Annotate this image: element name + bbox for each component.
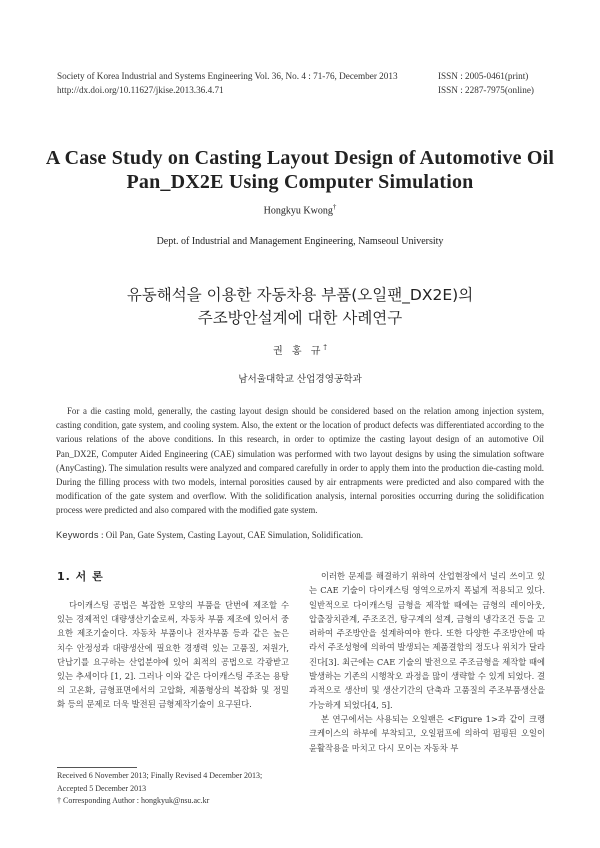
title-en-line-1: A Case Study on Casting Layout Design of Automotive Oil xyxy=(45,147,555,169)
title-ko-line-2: 주조방안설계에 대한 사례연구 xyxy=(197,309,403,327)
footnote xyxy=(57,770,292,808)
abstract-text: For a die casting mold, generally, the casting layout design should be considered based on the relation among injection system, casting condition, gate system, and cooling system. Also, the extent or the location of product defects was differentiated according to the various relations of the above conditions. In this research, in order to optimize the casting layout design of an automotive Oil Pan_DX2E, Computer Aided Engineering (CAE) simulation was performed with two layout designs by using the simulation software (AnyCasting). The simulation results were analyzed and compared carefully in order to apply them into the production die-casting mold. During the filling process with two models, internal porosities caused by air entrapments were predicted and also compared with the modification of the gate system and overflow. With the solidification analysis, internal porosities occurring during the solidification process were predicted and also compared with the modified gate system. xyxy=(56,406,544,516)
doi-link[interactable]: http://dx.doi.org/10.11627/jkise.2013.36.4.71 xyxy=(57,85,224,95)
author-name-en: Hongkyu Kwong xyxy=(263,205,333,217)
issn-print: ISSN : 2005-0461(print) xyxy=(438,71,529,81)
corresponding-email[interactable]: Corresponding Author : hongkyuk@nsu.ac.kr xyxy=(61,796,210,806)
paper-title-en xyxy=(30,146,570,194)
paragraph: 다이캐스팅 공법은 복잡한 모양의 부품을 단번에 제조할 수 있는 경제적인 대량생산기술로써, 자동차 부품 제조에 있어서 중요한 제조기술이다. 자동차 부품이나 전자부품 등과 같은 높은 치수 안정성과 대량생산에 필요한 경쟁력 있는 고품질, 저원가, 단납기를 요구하는 산업분야에 있어 최적의 공법으로 각광받고 있는 추세이다 [1, 2]. 그러나 이와 같은 다이캐스팅 주조는 용탕의 고온화, 금형표면에서의 고압화, 제품형상의 복잡화 및 정밀화 등의 문제로 더욱 발전된 금형제작기술이 요구된다. xyxy=(57,600,289,710)
author-name-ko: 권 홍 규 xyxy=(273,346,324,357)
affiliation-ko: 남서울대학교 산업경영공학과 xyxy=(238,374,362,385)
footnote-mark: † xyxy=(57,796,61,806)
author-en xyxy=(0,203,600,216)
keywords xyxy=(56,530,544,540)
affiliation-en: Dept. of Industrial and Management Engineering, Namseoul University xyxy=(156,236,444,247)
journal-info: Society of Korea Industrial and Systems Engineering Vol. 36, No. 4 : 71-76, December 2013 xyxy=(57,71,398,81)
corresponding-author xyxy=(57,795,292,808)
accepted-date: Accepted 5 December 2013 xyxy=(57,783,147,793)
keywords-list: : Oil Pan, Gate System, Casting Layout, CAE Simulation, Solidification. xyxy=(101,530,363,540)
column-left xyxy=(57,598,289,712)
keywords-label: Keywords xyxy=(56,530,99,540)
footnote-divider xyxy=(57,767,137,768)
section-heading-introduction: 1. 서 론 xyxy=(57,570,104,583)
title-en-line-2: Pan_DX2E Using Computer Simulation xyxy=(126,171,474,193)
title-ko-line-1: 유동해석을 이용한 자동차용 부품(오일팬_DX2E)의 xyxy=(126,286,474,304)
received-date: Received 6 November 2013; Finally Revised 4 December 2013; xyxy=(57,771,263,780)
corresponding-mark: † xyxy=(332,203,337,211)
column-right xyxy=(309,569,545,755)
paper-title-ko xyxy=(0,284,600,330)
paragraph: 이러한 문제를 해결하기 위하여 산업현장에서 널리 쓰이고 있는 CAE 기술이 다이캐스팅 영역으로까지 폭넓게 적용되고 있다. 일반적으로 다이캐스팅 금형을 제작할 때에는 금형의 레이아웃, 압출장치관계, 주조조건, 탕구계의 설계, 금형의 냉각조건 등을 고려하여 주조방안을 설계하여야 한다. 또한 다양한 주조방안에 따라서 주조성형에 의하여 발생되는 제품결함의 정도나 위치가 달라진다[3]. 최근에는 CAE 기술의 발전으로 주조금형을 제작할 때에 발생하는 기존의 시행착오 과정을 많이 생략할 수 있게 되었다. 결과적으로 생산비 및 생산기간의 단축과 고품질의 주조부품생산을 가능하게 되었다[4, 5]. xyxy=(309,571,545,710)
author-ko xyxy=(0,342,600,357)
issn-online: ISSN : 2287-7975(online) xyxy=(438,85,534,95)
paragraph: 본 연구에서는 사용되는 오일팬은 <Figure 1>과 같이 크랭크케이스의 하부에 부착되고, 오일펌프에 의하여 펌핑된 오일이 윤활작용을 마치고 다시 모이는 자동차 부 xyxy=(309,713,545,753)
corresponding-mark-ko: † xyxy=(323,343,327,352)
abstract xyxy=(56,404,544,518)
